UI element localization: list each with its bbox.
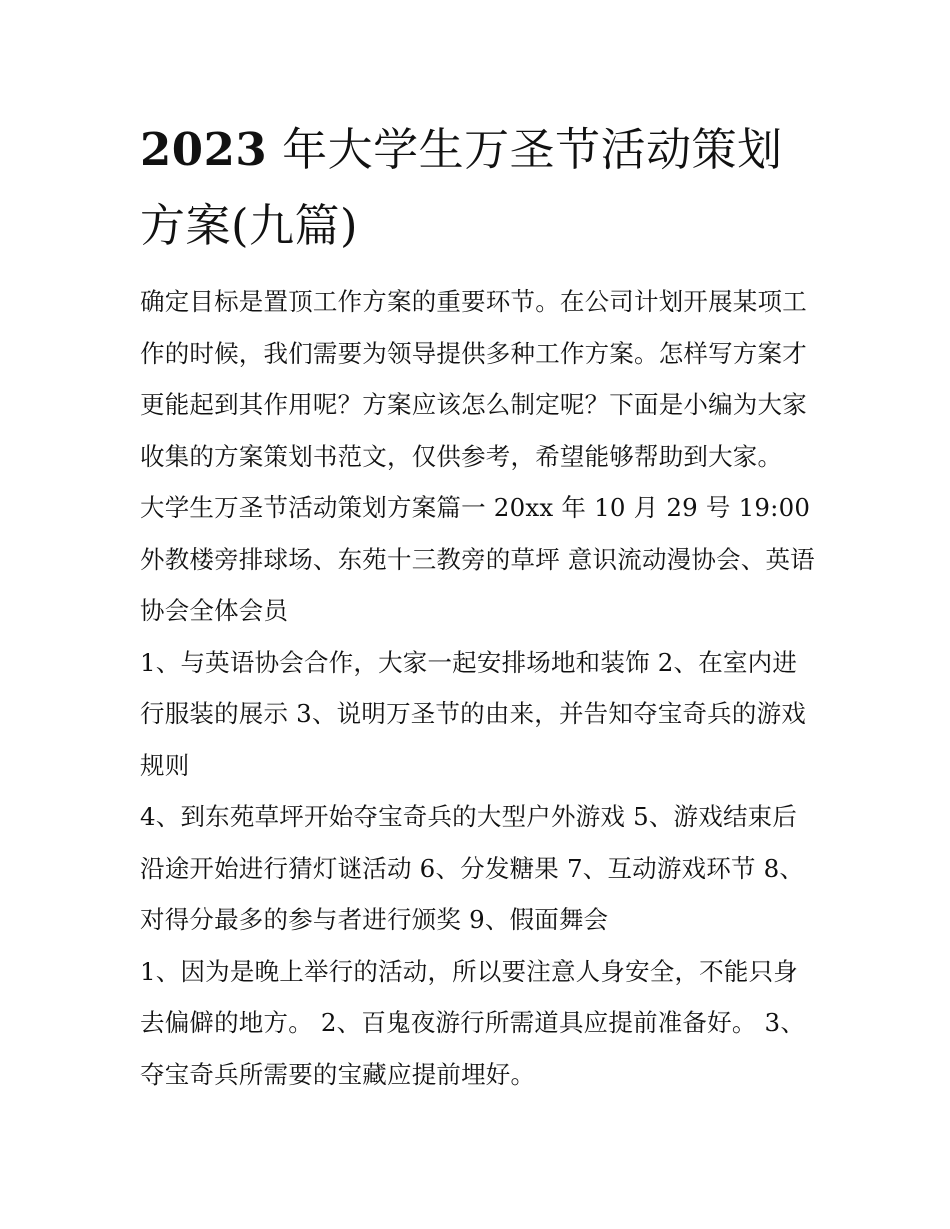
notes-paragraph: 1、因为是晚上举行的活动，所以要注意人身安全，不能只身去偏僻的地方。 2、百鬼夜游行所需道具应提前准备好。 3、夺宝奇兵所需要的宝藏应提前埋好。: [140, 956, 806, 1089]
title-year: 2023: [140, 123, 268, 176]
event-info-paragraph: 大学生万圣节活动策划方案篇一 20xx 年 10 月 29 号 19:00 外教楼旁排球场、东苑十三教旁的草坪 意识流动漫协会、英语协会全体会员: [140, 493, 815, 625]
document-body: [140, 276, 816, 1100]
title-text: 年大学生万圣节活动策划方案(九篇): [140, 123, 783, 252]
document-title: [140, 112, 820, 264]
intro-paragraph: 确定目标是置顶工作方案的重要环节。在公司计划开展某项工作的时候，我们需要为领导提供多种工作方案。怎样写方案才更能起到其作用呢？方案应该怎么制定呢？下面是小编为大家收集的方案策划书范文，仅供参考，希望能够帮助到大家。: [140, 287, 807, 471]
steps-paragraph-1: 1、与英语协会合作，大家一起安排场地和装饰 2、在室内进行服装的展示 3、说明万圣节的由来，并告知夺宝奇兵的游戏规则: [140, 647, 806, 780]
steps-paragraph-2: 4、到东苑草坪开始夺宝奇兵的大型户外游戏 5、游戏结束后沿途开始进行猜灯谜活动 6、分发糖果 7、互动游戏环节 8、对得分最多的参与者进行颁奖 9、假面舞会: [140, 802, 805, 934]
